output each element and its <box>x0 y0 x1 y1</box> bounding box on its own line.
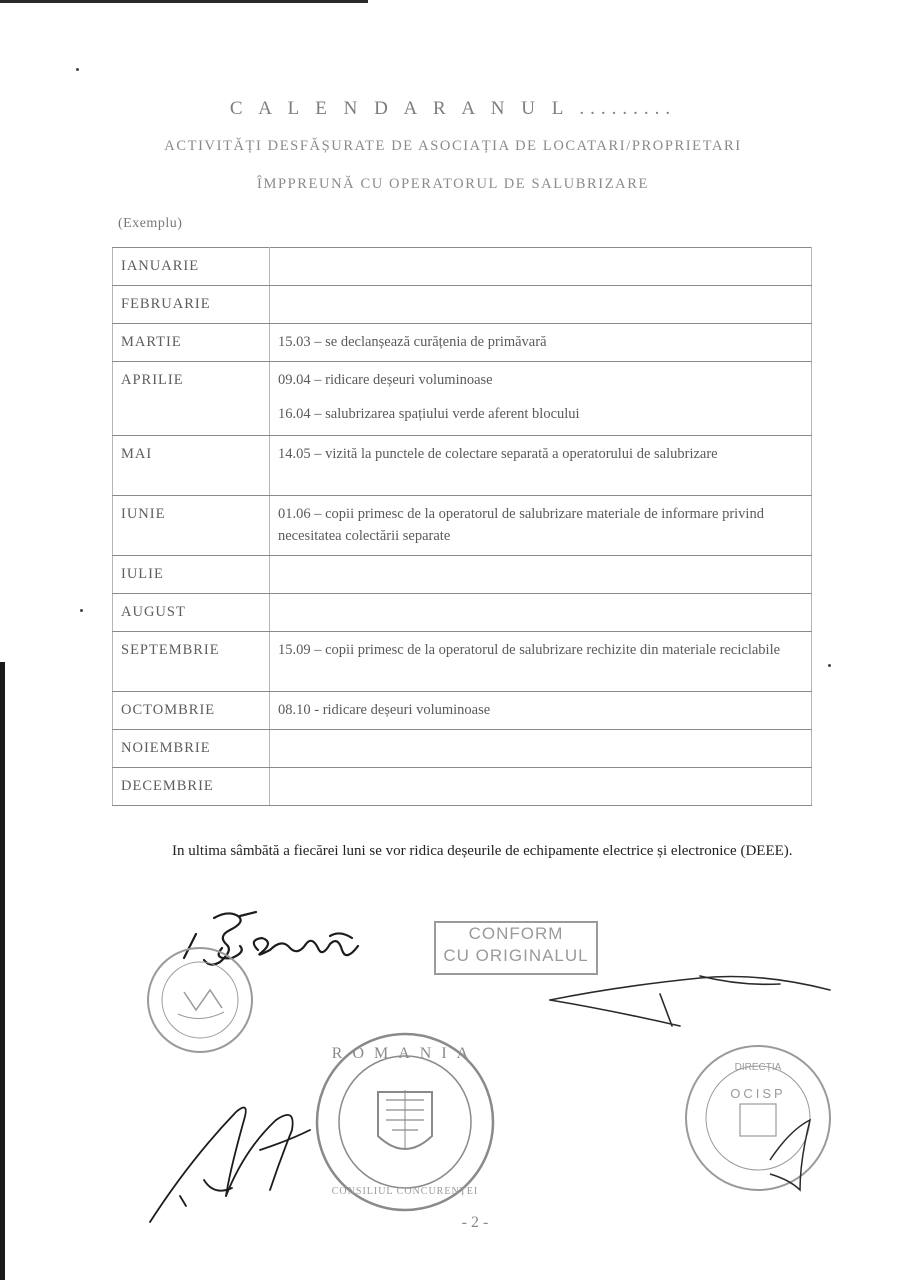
activity-item: 15.03 – se declanșează curățenia de primăvară <box>278 334 547 350</box>
subtitle-line-2: ÎMPPREUNĂ CU OPERATORUL DE SALUBRIZARE <box>257 176 649 192</box>
seal-right <box>686 1046 830 1190</box>
stamp-line-2: CU ORIGINALUL <box>443 946 589 965</box>
month-cell: OCTOMBRIE <box>113 692 270 730</box>
seal-left <box>148 948 252 1052</box>
stamp-line-1: CONFORM <box>468 924 564 943</box>
example-label: (Exemplu) <box>118 216 183 231</box>
signature-right-line <box>550 976 830 1026</box>
conform-cu-originalul-stamp <box>434 921 598 975</box>
activity-item: 14.05 – vizită la punctele de colectare separată a operatorului de salubrizare <box>278 446 718 462</box>
svg-text:CONSILIUL CONCURENȚEI: CONSILIUL CONCURENȚEI <box>331 1186 479 1197</box>
month-cell: AUGUST <box>113 594 270 632</box>
month-cell: NOIEMBRIE <box>113 730 270 768</box>
page-number: - 2 - <box>461 1214 489 1231</box>
signature-bottom-left <box>150 1108 310 1223</box>
month-cell: SEPTEMBRIE <box>113 632 270 692</box>
svg-text:OCISP: OCISP <box>730 1086 786 1101</box>
month-cell: FEBRUARIE <box>113 286 270 324</box>
activity-item: 15.09 – copii primesc de la operatorul de salubrizare rechizite din materiale reciclabile <box>278 642 781 658</box>
seal-center <box>317 1034 493 1210</box>
calendar-title: C A L E N D A R A N U L ......... <box>229 98 677 119</box>
signature-top-left <box>184 912 358 965</box>
svg-text:DIRECȚIA: DIRECȚIA <box>734 1062 782 1073</box>
month-cell: IUNIE <box>113 496 270 556</box>
deee-note: In ultima sâmbătă a fiecărei luni se vor ridica deșeurile de echipamente electrice și electronice (DEEE). <box>172 843 793 859</box>
activity-item: 16.04 – salubrizarea spațiului verde aferent blocului <box>278 406 580 422</box>
month-cell: DECEMBRIE <box>113 768 270 806</box>
activity-item: 08.10 - ridicare deșeuri voluminoase <box>278 702 491 718</box>
month-cell: APRILIE <box>113 362 270 436</box>
activity-item: 09.04 – ridicare deșeuri voluminoase <box>278 372 493 388</box>
month-cell: MAI <box>113 436 270 496</box>
month-cell: MARTIE <box>113 324 270 362</box>
subtitle-line-1: ACTIVITĂȚI DESFĂȘURATE DE ASOCIAȚIA DE LOCATARI/PROPRIETARI <box>164 138 742 154</box>
activity-item: 01.06 – copii primesc de la operatorul de salubrizare materiale de informare privind necesitatea colectării separate <box>278 506 764 544</box>
svg-text:ROMANIA: ROMANIA <box>331 1045 479 1062</box>
month-cell: IANUARIE <box>113 248 270 286</box>
month-cell: IULIE <box>113 556 270 594</box>
